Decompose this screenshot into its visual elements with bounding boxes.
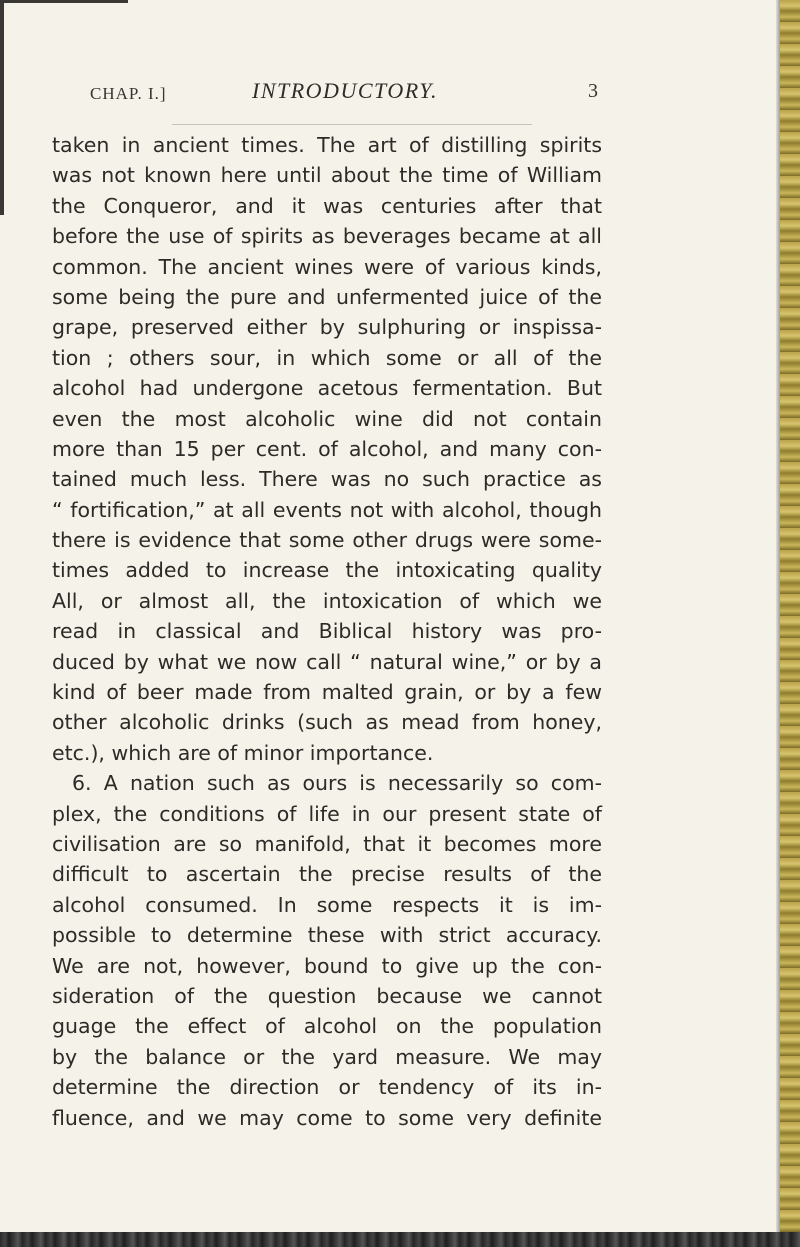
- text-line: grape, preserved either by sulphuring or inspissa-: [52, 315, 602, 340]
- text-line: other alcoholic drinks (such as mead from honey,: [52, 710, 602, 735]
- header-rule: [172, 124, 532, 125]
- text-line: alcohol consumed. In some respects it is im-: [52, 892, 602, 917]
- text-line: before the use of spirits as beverages became at all: [52, 224, 602, 249]
- text-line: the Conqueror, and it was centuries after that: [52, 193, 602, 218]
- text-line: difficult to ascertain the precise results of the: [52, 862, 602, 887]
- text-line: determine the direction or tendency of its in-: [52, 1075, 602, 1100]
- text-line: some being the pure and unfermented juice of the: [52, 284, 602, 309]
- paragraph-start-line: 6. A nation such as ours is necessarily so com-: [72, 771, 602, 796]
- running-title: INTRODUCTORY.: [252, 78, 438, 103]
- text-line: there is evidence that some other drugs were some-: [52, 528, 602, 553]
- text-line: times added to increase the intoxicating quality: [52, 558, 602, 583]
- text-line: more than 15 per cent. of alcohol, and many con-: [52, 436, 602, 461]
- text-line: alcohol had undergone acetous fermentation. But: [52, 376, 602, 401]
- text-line: was not known here until about the time of William: [52, 163, 602, 188]
- text-line: possible to determine these with strict accuracy.: [52, 923, 602, 948]
- text-line: fluence, and we may come to some very definite: [52, 1105, 602, 1130]
- text-line: tion ; others sour, in which some or all of the: [52, 345, 602, 370]
- text-line: We are not, however, bound to give up the con-: [52, 953, 602, 978]
- text-line: even the most alcoholic wine did not contain: [52, 406, 602, 431]
- text-line: read in classical and Biblical history was pro-: [52, 619, 602, 644]
- text-line: civilisation are so manifold, that it becomes more: [52, 831, 602, 856]
- text-line: common. The ancient wines were of various kinds,: [52, 254, 602, 279]
- text-line: duced by what we now call “ natural wine,” or by a: [52, 649, 602, 674]
- scan-edge-top: [0, 0, 128, 3]
- text-line: by the balance or the yard measure. We may: [52, 1044, 602, 1069]
- text-line: plex, the conditions of life in our present state of: [52, 801, 602, 826]
- text-line: taken in ancient times. The art of distilling spirits: [52, 133, 602, 157]
- text-line: etc.), which are of minor importance.: [52, 740, 434, 765]
- chapter-label: CHAP. I.]: [90, 84, 167, 103]
- text-line: All, or almost all, the intoxication of which we: [52, 588, 602, 613]
- text-line: guage the effect of alcohol on the population: [52, 1014, 602, 1039]
- scan-edge-left: [0, 0, 4, 215]
- gilt-page-edge: [780, 0, 800, 1247]
- body-text: [52, 130, 602, 1133]
- book-binding-edge: [0, 1232, 800, 1247]
- text-line: sideration of the question because we cannot: [52, 983, 602, 1008]
- text-line: “ fortification,” at all events not with alcohol, though: [52, 497, 602, 522]
- text-line: kind of beer made from malted grain, or by a few: [52, 680, 602, 705]
- running-header: [90, 78, 598, 108]
- page-number: 3: [588, 80, 598, 102]
- text-line: tained much less. There was no such practice as: [52, 467, 602, 492]
